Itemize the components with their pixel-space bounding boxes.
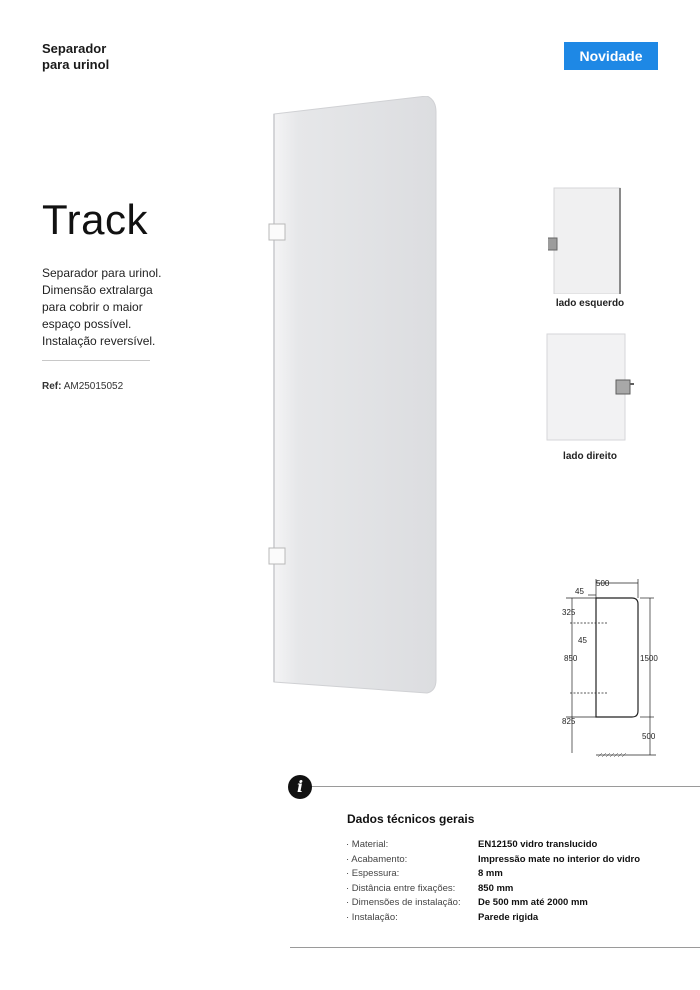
left-side-thumbnail — [548, 186, 628, 294]
dim-fixing-gap: 45 — [578, 636, 587, 645]
spec-value: Parede rigida — [478, 911, 539, 923]
dim-between-fixings: 850 — [564, 654, 578, 663]
spec-label: · Acabamento: — [346, 853, 408, 865]
spec-label: · Distância entre fixações: — [346, 882, 456, 894]
spec-label: · Espessura: — [346, 868, 400, 880]
ref-label: Ref: — [42, 381, 62, 392]
technical-data-title: Dados técnicos gerais — [347, 812, 475, 826]
dim-top-to-fixing: 325 — [562, 608, 576, 617]
bracket-icon — [548, 238, 557, 250]
dim-width: 500 — [596, 579, 610, 588]
description-line: Separador para urinol. — [42, 266, 162, 280]
new-badge: Novidade — [564, 42, 658, 70]
dimension-drawing — [556, 575, 668, 765]
section-divider — [290, 786, 700, 787]
right-side-caption: lado direito — [563, 451, 617, 462]
product-category — [42, 41, 109, 73]
description-line: Instalação reversível. — [42, 334, 156, 348]
bracket-icon — [616, 380, 630, 394]
spec-value: Impressão mate no interior do vidro — [478, 853, 641, 865]
bottom-divider — [290, 947, 700, 948]
dim-total-height: 1500 — [640, 654, 658, 663]
product-description — [42, 265, 192, 350]
spec-value: 8 mm — [478, 868, 503, 880]
description-line: Dimensão extralarga — [42, 283, 153, 297]
wall-bracket-bottom — [269, 548, 285, 564]
product-title: Track — [42, 196, 148, 243]
divider — [42, 360, 150, 361]
description-line: para cobrir o maior — [42, 300, 143, 314]
product-reference — [42, 381, 123, 392]
description-line: espaço possível. — [42, 317, 132, 331]
ref-value: AM25015052 — [63, 381, 124, 392]
spec-label: · Dimensões de instalação: — [346, 897, 461, 909]
category-line-1: Separador — [42, 41, 107, 56]
spec-value: 850 mm — [478, 882, 514, 894]
spec-value: EN12150 vidro translucido — [478, 839, 598, 850]
right-side-thumbnail — [544, 332, 636, 442]
spec-label: · Material: — [346, 839, 389, 850]
dim-floor-to-fixing: 825 — [562, 717, 576, 726]
spec-value: De 500 mm até 2000 mm — [478, 897, 588, 909]
left-side-caption: lado esquerdo — [555, 298, 625, 309]
info-icon: i — [288, 775, 312, 799]
wall-bracket-top — [269, 224, 285, 240]
dim-offset: 45 — [575, 587, 584, 596]
category-line-2: para urinol — [42, 57, 110, 72]
spec-label: · Instalação: — [346, 911, 398, 923]
urinal-divider-image — [262, 96, 442, 696]
dim-floor-to-panel: 500 — [642, 732, 656, 741]
